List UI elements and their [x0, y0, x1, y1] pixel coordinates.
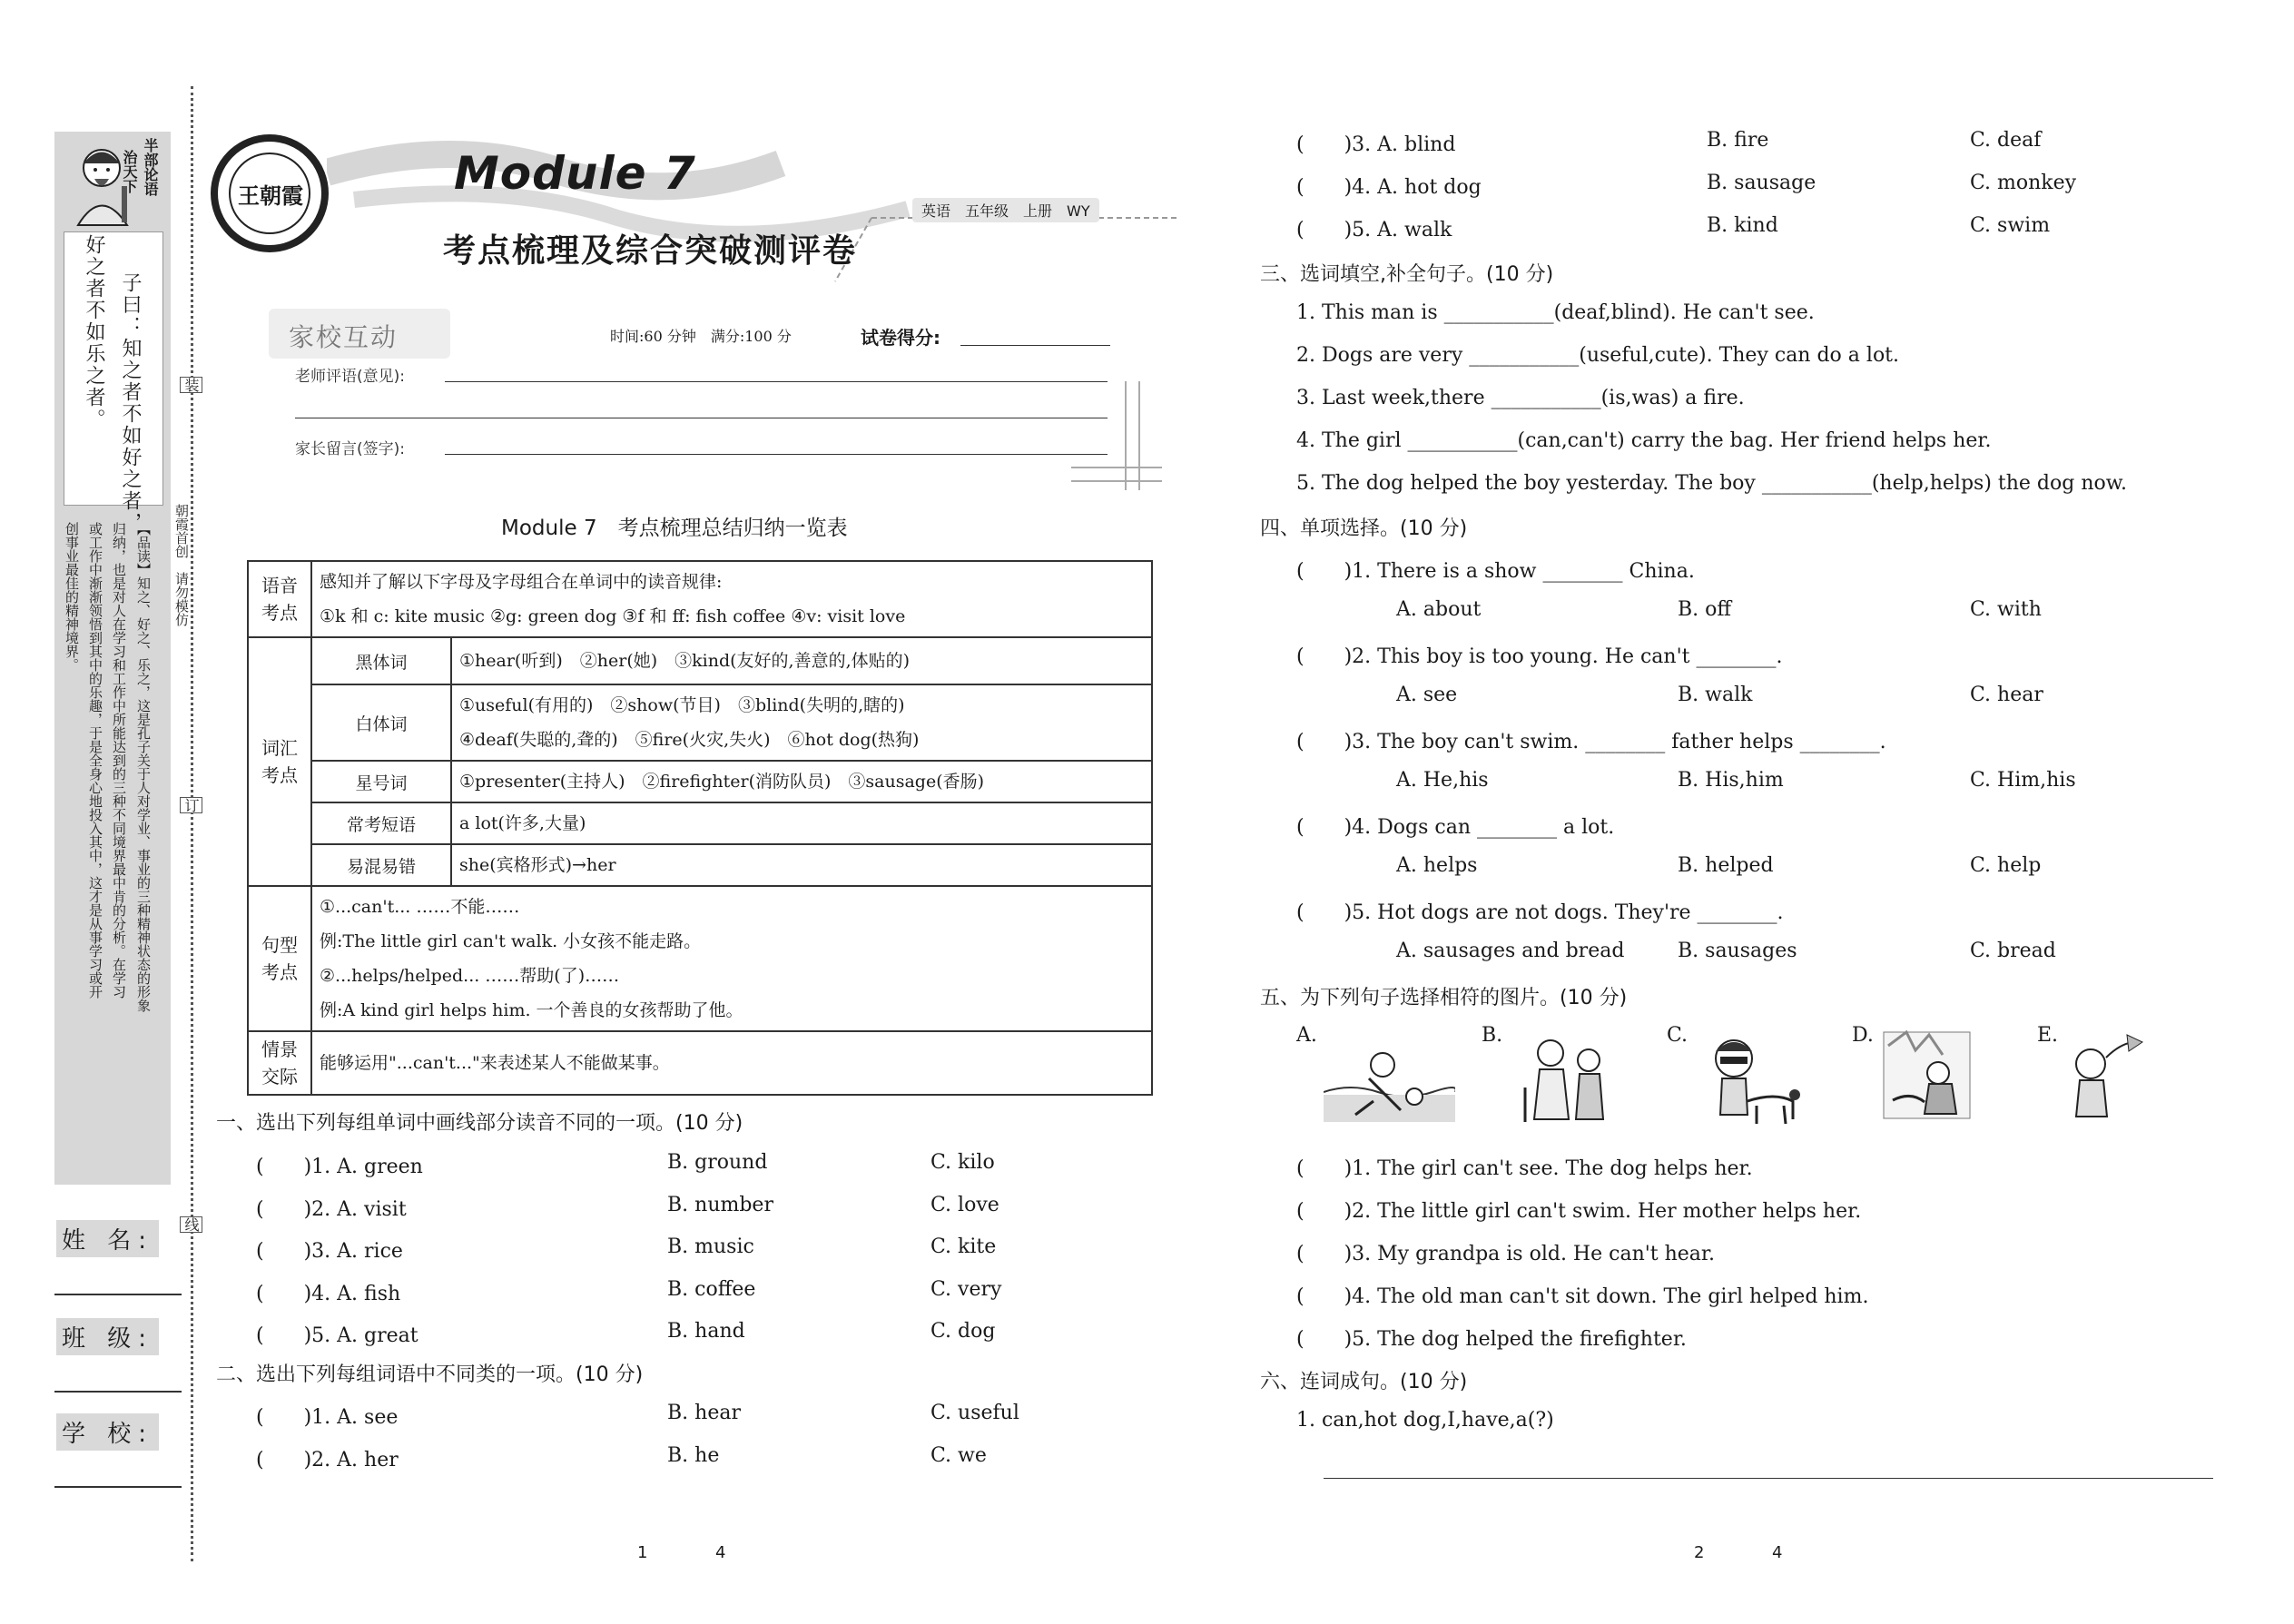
- part1-item-4-option-b: B. coffee: [667, 1277, 756, 1301]
- part1-item-1-stem: ( )1. A. green: [256, 1156, 423, 1178]
- part4-item-4-option-b: B. helped: [1678, 854, 1774, 877]
- juxing-category: 句型考点: [248, 886, 311, 1031]
- part6-heading: 六、连词成句。(10 分): [1260, 1371, 1468, 1393]
- part3-item-4: 4. The girl ___________(can,can't) carry the bag. Her friend helps her.: [1296, 429, 1992, 452]
- juxing-content: [311, 886, 1152, 1031]
- part3-item-1: 1. This man is ___________(deaf,blind). He can't see.: [1296, 301, 1815, 324]
- picture-a-swimming-icon: [1324, 1042, 1455, 1124]
- table-row: [248, 844, 1152, 886]
- part1-item-2-option-b: B. number: [667, 1193, 773, 1216]
- part2-heading: 二、选出下列每组词语中不同类的一项。(10 分): [216, 1363, 644, 1386]
- part1-item-5-option-c: C. dog: [930, 1320, 996, 1343]
- part2-item-4-option-b: B. sausage: [1707, 172, 1816, 194]
- left-page-number: 1: [637, 1543, 648, 1562]
- table-row: [248, 684, 1152, 761]
- qingjing-value: 能够运用"...can't..."来表述某人不能做某事。: [311, 1031, 1152, 1095]
- part5-item-1: ( )1. The girl can't see. The dog helps her.: [1296, 1157, 1753, 1180]
- part1-item-3-option-b: B. music: [667, 1235, 754, 1258]
- xinghao-value: ①presenter(主持人) ②firefighter(消防队员) ③sausage(香肠): [451, 761, 1152, 802]
- juxing-line-2: 例:The little girl can't walk. 小女孩不能走路。: [320, 931, 702, 951]
- left-page-total: 4: [715, 1543, 726, 1562]
- part2-item-2-stem: ( )2. A. her: [256, 1448, 399, 1471]
- yuyin-content: [311, 561, 1152, 637]
- part3-item-2: 2. Dogs are very ___________(useful,cute). They can do a lot.: [1296, 344, 1900, 367]
- part4-item-4-option-c: C. help: [1970, 854, 2042, 877]
- part1-item-2-stem: ( )2. A. visit: [256, 1197, 407, 1221]
- pindu-text-2: 归纳，也是对人在学习和工作中所能达到的三种不同境界最中肯的分析。在学习: [111, 522, 127, 999]
- part4-item-5-question: ( )5. Hot dogs are not dogs. They're ________.: [1296, 901, 1784, 924]
- heiti-label: 黑体词: [311, 637, 451, 684]
- part4-item-3-option-a: A. He,his: [1396, 769, 1489, 792]
- part4-item-5-option-c: C. bread: [1970, 940, 2056, 962]
- baiti-value-1: ①useful(有用的) ②show(节目) ③blind(失明的,瞎的): [459, 695, 905, 715]
- part3-item-3: 3. Last week,there ___________(is,was) a fire.: [1296, 387, 1745, 409]
- table-row: [248, 1031, 1152, 1095]
- module-title: Module 7: [454, 147, 696, 200]
- part4-item-1-question: ( )1. There is a show ________ China.: [1296, 560, 1695, 583]
- part2-item-5-option-b: B. kind: [1707, 214, 1778, 237]
- part2-item-2-option-b: B. he: [667, 1443, 720, 1467]
- part5-item-5: ( )5. The dog helped the firefighter.: [1296, 1328, 1687, 1351]
- pindu-text-1: 【品读】知之、好之、乐之，这是孔子关于人对学业、事业的三种精神状态的形象: [135, 522, 152, 1012]
- part4-item-3-option-b: B. His,him: [1678, 769, 1784, 792]
- part1-item-5-stem: ( )5. A. great: [256, 1324, 418, 1347]
- changkao-label: 常考短语: [311, 802, 451, 844]
- changkao-value: a lot(许多,大量): [451, 802, 1152, 844]
- part2-item-1-option-c: C. useful: [930, 1402, 1019, 1424]
- yuyin-line-2: ①k 和 c: kite music ②g: green dog ③f 和 ff: fish coffee ④v: visit love: [320, 606, 906, 626]
- cihui-category: 词汇考点: [248, 637, 311, 886]
- part3-heading: 三、选词填空,补全句子。(10 分): [1260, 263, 1554, 286]
- part1-item-4-stem: ( )4. A. fish: [256, 1282, 401, 1305]
- picture-label-3: C.: [1667, 1024, 1689, 1047]
- corner-lines-decoration: [1071, 381, 1162, 499]
- part4-item-4-option-a: A. helps: [1396, 854, 1478, 877]
- part4-item-5-option-a: A. sausages and bread: [1396, 940, 1625, 962]
- table-row: [248, 802, 1152, 844]
- picture-label-2: B.: [1482, 1024, 1503, 1047]
- picture-b-old-man-girl-icon: [1516, 1033, 1616, 1124]
- jia-xiao-label: 家校互动: [289, 322, 399, 352]
- juxing-line-1: ①...can't... ……不能……: [320, 897, 520, 917]
- school-label: 学 校:: [56, 1413, 159, 1451]
- yihun-value: she(宾格形式)→her: [451, 844, 1152, 886]
- pindu-text-3: 或工作中渐渐领悟到其中的乐趣，于是全身心地投入其中，这才是从事学习或开: [87, 522, 103, 999]
- score-label: 试卷得分:: [861, 327, 940, 349]
- quote-line-2: 好之者不如乐之者。: [83, 234, 105, 430]
- cut-note-ding: 订: [180, 797, 202, 813]
- cut-line: [191, 86, 193, 1561]
- baiti-value: [451, 684, 1152, 761]
- right-page-total: 4: [1772, 1543, 1783, 1562]
- part4-item-5-option-b: B. sausages: [1678, 940, 1797, 962]
- part5-item-2: ( )2. The little girl can't swim. Her mother helps her.: [1296, 1200, 1862, 1223]
- class-line[interactable]: [54, 1391, 182, 1393]
- yuyin-line-1: 感知并了解以下字母及字母组合在单词中的读音规律:: [320, 572, 723, 592]
- juxing-line-4: 例:A kind girl helps him. 一个善良的女孩帮助了他。: [320, 1000, 743, 1020]
- part4-item-3-question: ( )3. The boy can't swim. ________ father helps ________.: [1296, 731, 1886, 753]
- teacher-comment-line-1[interactable]: [445, 381, 1108, 382]
- cut-note-copyright: 朝霞首创 请勿模仿: [173, 504, 190, 626]
- quote-card: [64, 231, 163, 506]
- teacher-comment-label: 老师评语(意见):: [295, 368, 405, 386]
- part2-item-1-stem: ( )1. A. see: [256, 1406, 399, 1429]
- part4-item-1-option-b: B. off: [1678, 598, 1732, 621]
- baiti-value-2: ④deaf(失聪的,聋的) ⑤fire(火灾,失火) ⑥hot dog(热狗): [459, 730, 920, 750]
- part1-item-4-option-c: C. very: [930, 1277, 1002, 1301]
- part4-item-2-question: ( )2. This boy is too young. He can't ________.: [1296, 645, 1783, 668]
- part5-item-3: ( )3. My grandpa is old. He can't hear.: [1296, 1243, 1716, 1265]
- part4-item-1-option-a: A. about: [1396, 598, 1482, 621]
- summary-table-title: Module 7 考点梳理总结归纳一览表: [501, 517, 848, 540]
- table-row: [248, 637, 1152, 684]
- name-label: 姓 名:: [56, 1220, 159, 1257]
- part1-item-1-option-c: C. kilo: [930, 1151, 995, 1174]
- part1-item-2-option-c: C. love: [930, 1193, 999, 1216]
- part2-item-4-option-c: C. monkey: [1970, 172, 2077, 194]
- cut-note-zhuang: 装: [180, 377, 202, 393]
- parent-comment-label: 家长留言(签字):: [295, 440, 405, 458]
- name-line[interactable]: [54, 1294, 182, 1295]
- summary-table: [247, 560, 1153, 1096]
- picture-c-blind-girl-dog-icon: [1702, 1033, 1802, 1128]
- half-lunyu-text: 半部论语: [142, 138, 159, 196]
- part1-item-1-option-b: B. ground: [667, 1151, 768, 1174]
- xinghao-label: 星号词: [311, 761, 451, 802]
- table-row: [248, 761, 1152, 802]
- picture-label-1: A.: [1296, 1024, 1317, 1047]
- picture-label-4: D.: [1852, 1024, 1874, 1047]
- quote-line-1: 子曰：知之者不如好之者，: [119, 272, 142, 534]
- part3-item-5: 5. The dog helped the boy yesterday. The boy ___________(help,helps) the dog now.: [1296, 472, 2127, 495]
- parent-comment-line[interactable]: [445, 454, 1108, 455]
- part4-item-2-option-b: B. walk: [1678, 684, 1753, 706]
- part1-item-3-stem: ( )3. A. rice: [256, 1240, 403, 1263]
- part6-answer-line[interactable]: [1324, 1478, 2213, 1479]
- brand-logo-text: 王朝霞: [238, 182, 303, 209]
- school-line[interactable]: [54, 1486, 182, 1488]
- part2-item-4-stem: ( )4. A. hot dog: [1296, 176, 1482, 199]
- part2-item-5-stem: ( )5. A. walk: [1296, 219, 1452, 241]
- table-row: [248, 561, 1152, 637]
- part1-item-5-option-b: B. hand: [667, 1320, 745, 1343]
- part2-item-3-stem: ( )3. A. blind: [1296, 133, 1456, 156]
- table-row: [248, 886, 1152, 1031]
- part4-item-3-option-c: C. Him,his: [1970, 769, 2076, 792]
- part4-item-4-question: ( )4. Dogs can ________ a lot.: [1296, 816, 1615, 839]
- baiti-label: 白体词: [311, 684, 451, 761]
- part2-item-5-option-c: C. swim: [1970, 214, 2051, 237]
- part1-item-3-option-c: C. kite: [930, 1235, 997, 1258]
- cut-note-xian: 线: [180, 1216, 202, 1233]
- juxing-line-3: ②...helps/helped... ……帮助(了)……: [320, 966, 620, 986]
- part5-heading: 五、为下列句子选择相符的图片。(10 分): [1260, 987, 1628, 1009]
- score-field[interactable]: [960, 345, 1110, 346]
- part4-item-1-option-c: C. with: [1970, 598, 2042, 621]
- picture-label-5: E.: [2037, 1024, 2059, 1047]
- qingjing-category: 情景交际: [248, 1031, 311, 1095]
- part2-item-1-option-b: B. hear: [667, 1402, 741, 1424]
- part4-heading: 四、单项选择。(10 分): [1260, 517, 1468, 540]
- zhi-tianxia-text: 治天下: [121, 150, 138, 193]
- part6-item-1: 1. can,hot dog,I,have,a(?): [1296, 1409, 1554, 1432]
- yuyin-category: 语音考点: [248, 561, 311, 637]
- class-label: 班 级:: [56, 1318, 159, 1355]
- time-info: 时间:60 分钟 满分:100 分: [610, 328, 792, 345]
- part5-item-4: ( )4. The old man can't sit down. The girl helped him.: [1296, 1285, 1869, 1308]
- grade-strip: 英语 五年级 上册 WY: [912, 198, 1099, 222]
- picture-e-grandpa-icon: [2056, 1026, 2147, 1121]
- pindu-text-4: 创事业最佳的精神境界。: [64, 522, 80, 672]
- picture-d-firefighter-dog-icon: [1879, 1028, 1974, 1123]
- part4-item-2-option-a: A. see: [1396, 684, 1458, 706]
- paper-subtitle: 考点梳理及综合突破测评卷: [443, 232, 858, 270]
- part2-item-2-option-c: C. we: [930, 1443, 987, 1467]
- part1-heading: 一、选出下列每组单词中画线部分读音不同的一项。(10 分): [216, 1112, 743, 1135]
- yihun-label: 易混易错: [311, 844, 451, 886]
- part4-item-2-option-c: C. hear: [1970, 684, 2043, 706]
- part2-item-3-option-c: C. deaf: [1970, 129, 2042, 152]
- heiti-value: ①hear(听到) ②her(她) ③kind(友好的,善意的,体贴的): [451, 637, 1152, 684]
- part2-item-3-option-b: B. fire: [1707, 129, 1769, 152]
- right-page-number: 2: [1694, 1543, 1705, 1562]
